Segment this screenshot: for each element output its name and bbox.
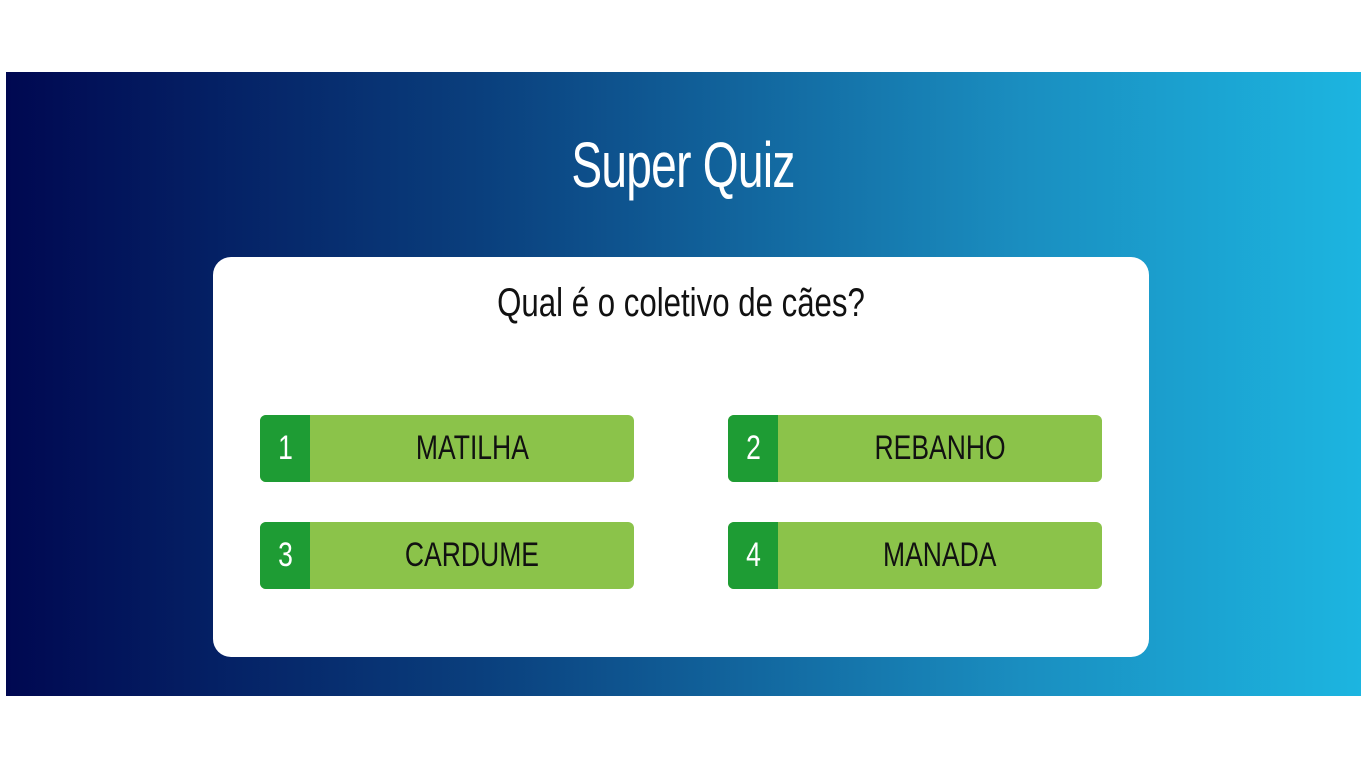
option-label: REBANHO (874, 429, 1006, 467)
answer-option-4[interactable] (728, 522, 1102, 589)
option-label: CARDUME (404, 536, 540, 574)
option-label: MANADA (883, 536, 997, 574)
page-title: Super Quiz (571, 129, 795, 201)
option-number: 1 (260, 415, 310, 482)
option-number: 2 (728, 415, 778, 482)
option-label: MATILHA (415, 429, 529, 467)
question-text: Qual é o coletivo de cães? (497, 281, 865, 325)
answer-option-2[interactable] (728, 415, 1102, 482)
answer-option-3[interactable] (260, 522, 634, 589)
option-number: 4 (728, 522, 778, 589)
question-card (213, 257, 1149, 657)
option-number: 3 (260, 522, 310, 589)
answer-option-1[interactable] (260, 415, 634, 482)
